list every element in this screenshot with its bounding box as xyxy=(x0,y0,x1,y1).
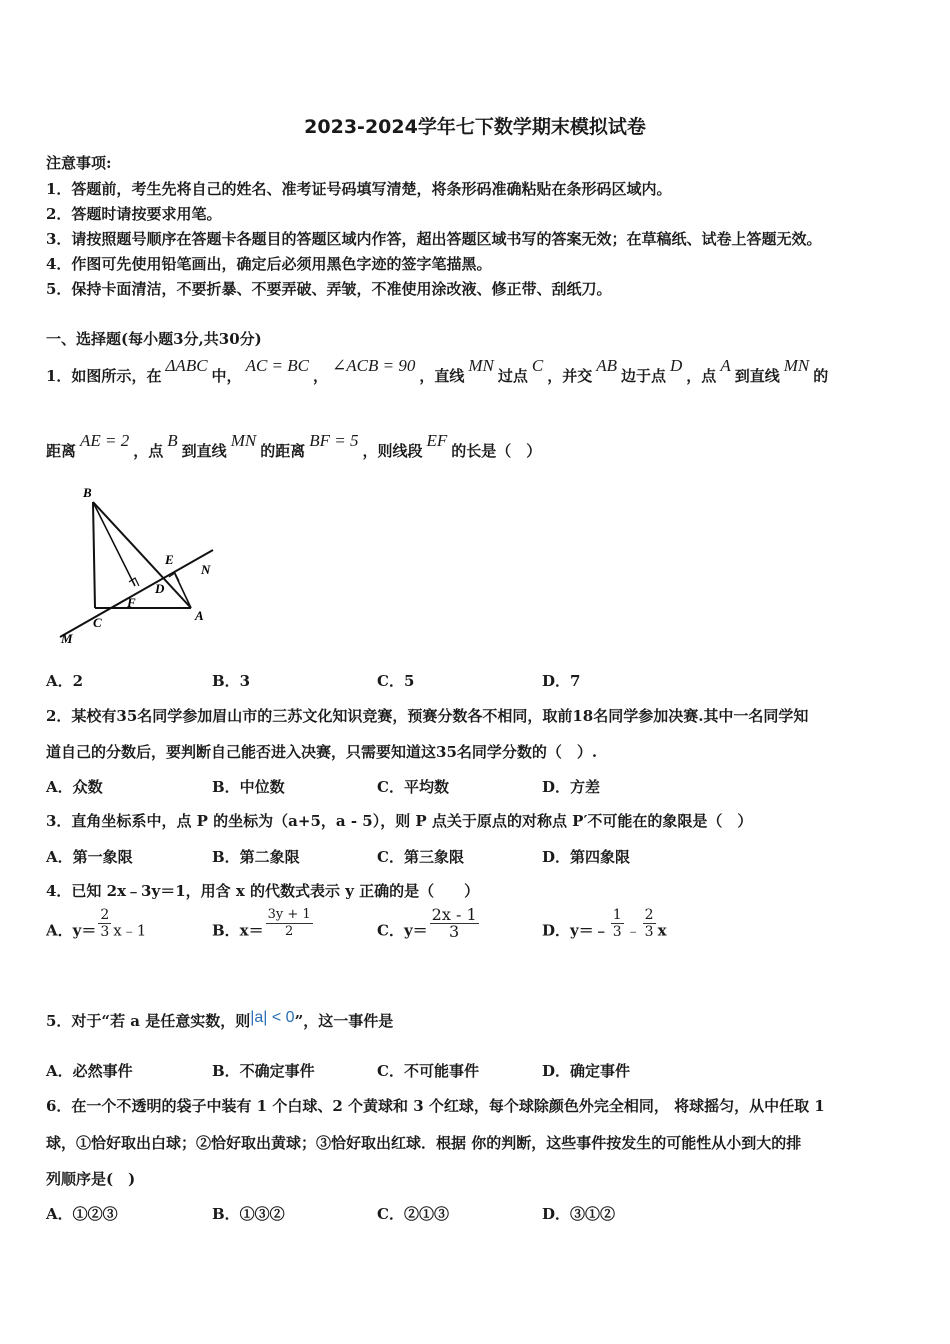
math-angle: ∠ACB = 90 xyxy=(332,356,416,375)
q2-option-a: A．众数 xyxy=(46,778,103,796)
fraction: $\frac{1}{3}$ xyxy=(612,907,622,940)
fraction: $\frac{2x - 1}{3}$ xyxy=(431,905,477,941)
q3-option-c: C．第三象限 xyxy=(377,848,464,866)
label-c: C xyxy=(93,615,102,630)
q2-line1: 2．某校有35名同学参加眉山市的三苏文化知识竞赛，预赛分数各不相同，取前18名同学参加决赛.其中一名同学知 xyxy=(46,707,809,725)
line-mn xyxy=(60,550,213,637)
q4-option-c: C．y＝ $\frac{2x - 1}{3}$ xyxy=(377,905,477,941)
q3-option-b: B．第二象限 xyxy=(212,848,300,866)
segment-bc xyxy=(93,502,95,608)
q3-option-a: A．第一象限 xyxy=(46,848,133,866)
q4-option-b: B．x＝ $\frac{3y + 1}{2}$ xyxy=(212,907,311,940)
q6-option-b: B．①③② xyxy=(212,1205,285,1223)
segment-bf xyxy=(93,502,135,586)
label-e: E xyxy=(165,552,174,567)
q1-line2: 距离AE = 2，点B到直线MN的距离BF = 5，则线段EF的长是（ ） xyxy=(46,431,542,460)
math-d: D xyxy=(670,356,683,375)
q4-line1: 4．已知 2x﹣3y＝1，用含 x 的代数式表示 y 正确的是（ ） xyxy=(46,882,480,900)
q6-line2: 球，①恰好取出白球；②恰好取出黄球；③恰好取出红球．根据 你的判断，这些事件按发生的可能性从小到大的排 xyxy=(46,1134,802,1152)
math-b: B xyxy=(167,431,178,450)
q6-line3: 列顺序是( ) xyxy=(46,1170,136,1188)
math-a: A xyxy=(720,356,731,375)
q6-option-d: D．③①② xyxy=(542,1205,616,1223)
math-mn: MN xyxy=(230,431,257,450)
label-a: A xyxy=(195,608,204,623)
q4-option-a: A．y＝ $\frac{2}{3}$ x﹣1 xyxy=(46,907,147,940)
q5-line1: 5．对于“若 a 是任意实数，则|a| < 0”，这一事件是 xyxy=(46,1009,394,1030)
q5-option-b: B．不确定事件 xyxy=(212,1062,315,1080)
math-ae: AE = 2 xyxy=(80,431,130,450)
q6-option-c: C．②①③ xyxy=(377,1205,449,1223)
math-abs-inequality: |a| < 0 xyxy=(250,1009,295,1026)
label-m: M xyxy=(61,631,73,646)
math-bf: BF = 5 xyxy=(309,431,359,450)
q4-option-d: D．y＝﹣ $\frac{1}{3}$ ﹣ $\frac{2}{3}$ x xyxy=(542,907,667,940)
label-b: B xyxy=(83,485,92,500)
fraction: $\frac{2}{3}$ xyxy=(644,907,654,940)
q2-line2: 道自己的分数后，要判断自己能否进入决赛，只需要知道这35名同学分数的（ ）. xyxy=(46,743,598,761)
notice-item: 1．答题前，考生先将自己的姓名、准考证号码填写清楚，将条形码准确粘贴在条形码区域内。 xyxy=(46,180,672,198)
fraction: $\frac{2}{3}$ xyxy=(100,907,110,940)
notice-heading: 注意事项: xyxy=(46,154,112,172)
q1-option-b: B．3 xyxy=(212,672,251,690)
q1-option-d: D．7 xyxy=(542,672,581,690)
q5-option-a: A．必然事件 xyxy=(46,1062,133,1080)
math-ab: AB xyxy=(596,356,617,375)
q3-option-d: D．第四象限 xyxy=(542,848,631,866)
notice-item: 5．保持卡面清洁，不要折暴、不要弄破、弄皱，不准使用涂改液、修正带、刮纸刀。 xyxy=(46,280,612,298)
q5-option-d: D．确定事件 xyxy=(542,1062,631,1080)
notice-item: 4．作图可先使用铅笔画出，确定后必须用黑色字迹的签字笔描黑。 xyxy=(46,255,492,273)
q1-line1: 1．如图所示，在ΔABC中，AC = BC，∠ACB = 90，直线MN过点C，并交AB边于点D，点A到直线MN的 xyxy=(46,356,829,385)
notice-item: 2．答题时请按要求用笔。 xyxy=(46,205,222,223)
page-title: 2023-2024学年七下数学期末模拟试卷 xyxy=(304,116,646,138)
math-mn: MN xyxy=(468,356,494,375)
segment-ba xyxy=(93,502,191,608)
q3-line1: 3．直角坐标系中，点 P 的坐标为（a+5，a - 5），则 P 点关于原点的对称点 P′不可能在的象限是（ ） xyxy=(46,812,753,830)
q5-option-c: C．不可能事件 xyxy=(377,1062,479,1080)
math-eq: AC = BC xyxy=(245,356,309,375)
label-n: N xyxy=(201,562,211,577)
q2-option-c: C．平均数 xyxy=(377,778,449,796)
math-ef: EF xyxy=(426,431,448,450)
q6-line1: 6．在一个不透明的袋子中装有 1 个白球、2 个黄球和 3 个红球，每个球除颜色外完全相同， 将球摇匀，从中任取 1 xyxy=(46,1097,825,1115)
q1-option-a: A．2 xyxy=(46,672,84,690)
label-f: F xyxy=(127,595,136,610)
fraction: $\frac{3y + 1}{2}$ xyxy=(267,907,311,939)
q6-option-a: A．①②③ xyxy=(46,1205,118,1223)
q1-figure xyxy=(55,482,225,647)
section-heading: 一、选择题(每小题3分,共30分) xyxy=(46,330,262,348)
q2-option-b: B．中位数 xyxy=(212,778,285,796)
q2-option-d: D．方差 xyxy=(542,778,601,796)
label-d: D xyxy=(155,581,165,596)
notice-item: 3．请按照题号顺序在答题卡各题目的答题区域内作答，超出答题区域书写的答案无效；在草稿纸、试卷上答题无效。 xyxy=(46,230,822,248)
math-mn: MN xyxy=(783,356,810,375)
q1-option-c: C．5 xyxy=(377,672,415,690)
math-c: C xyxy=(531,356,544,375)
math-triangle: ΔABC xyxy=(165,356,208,375)
